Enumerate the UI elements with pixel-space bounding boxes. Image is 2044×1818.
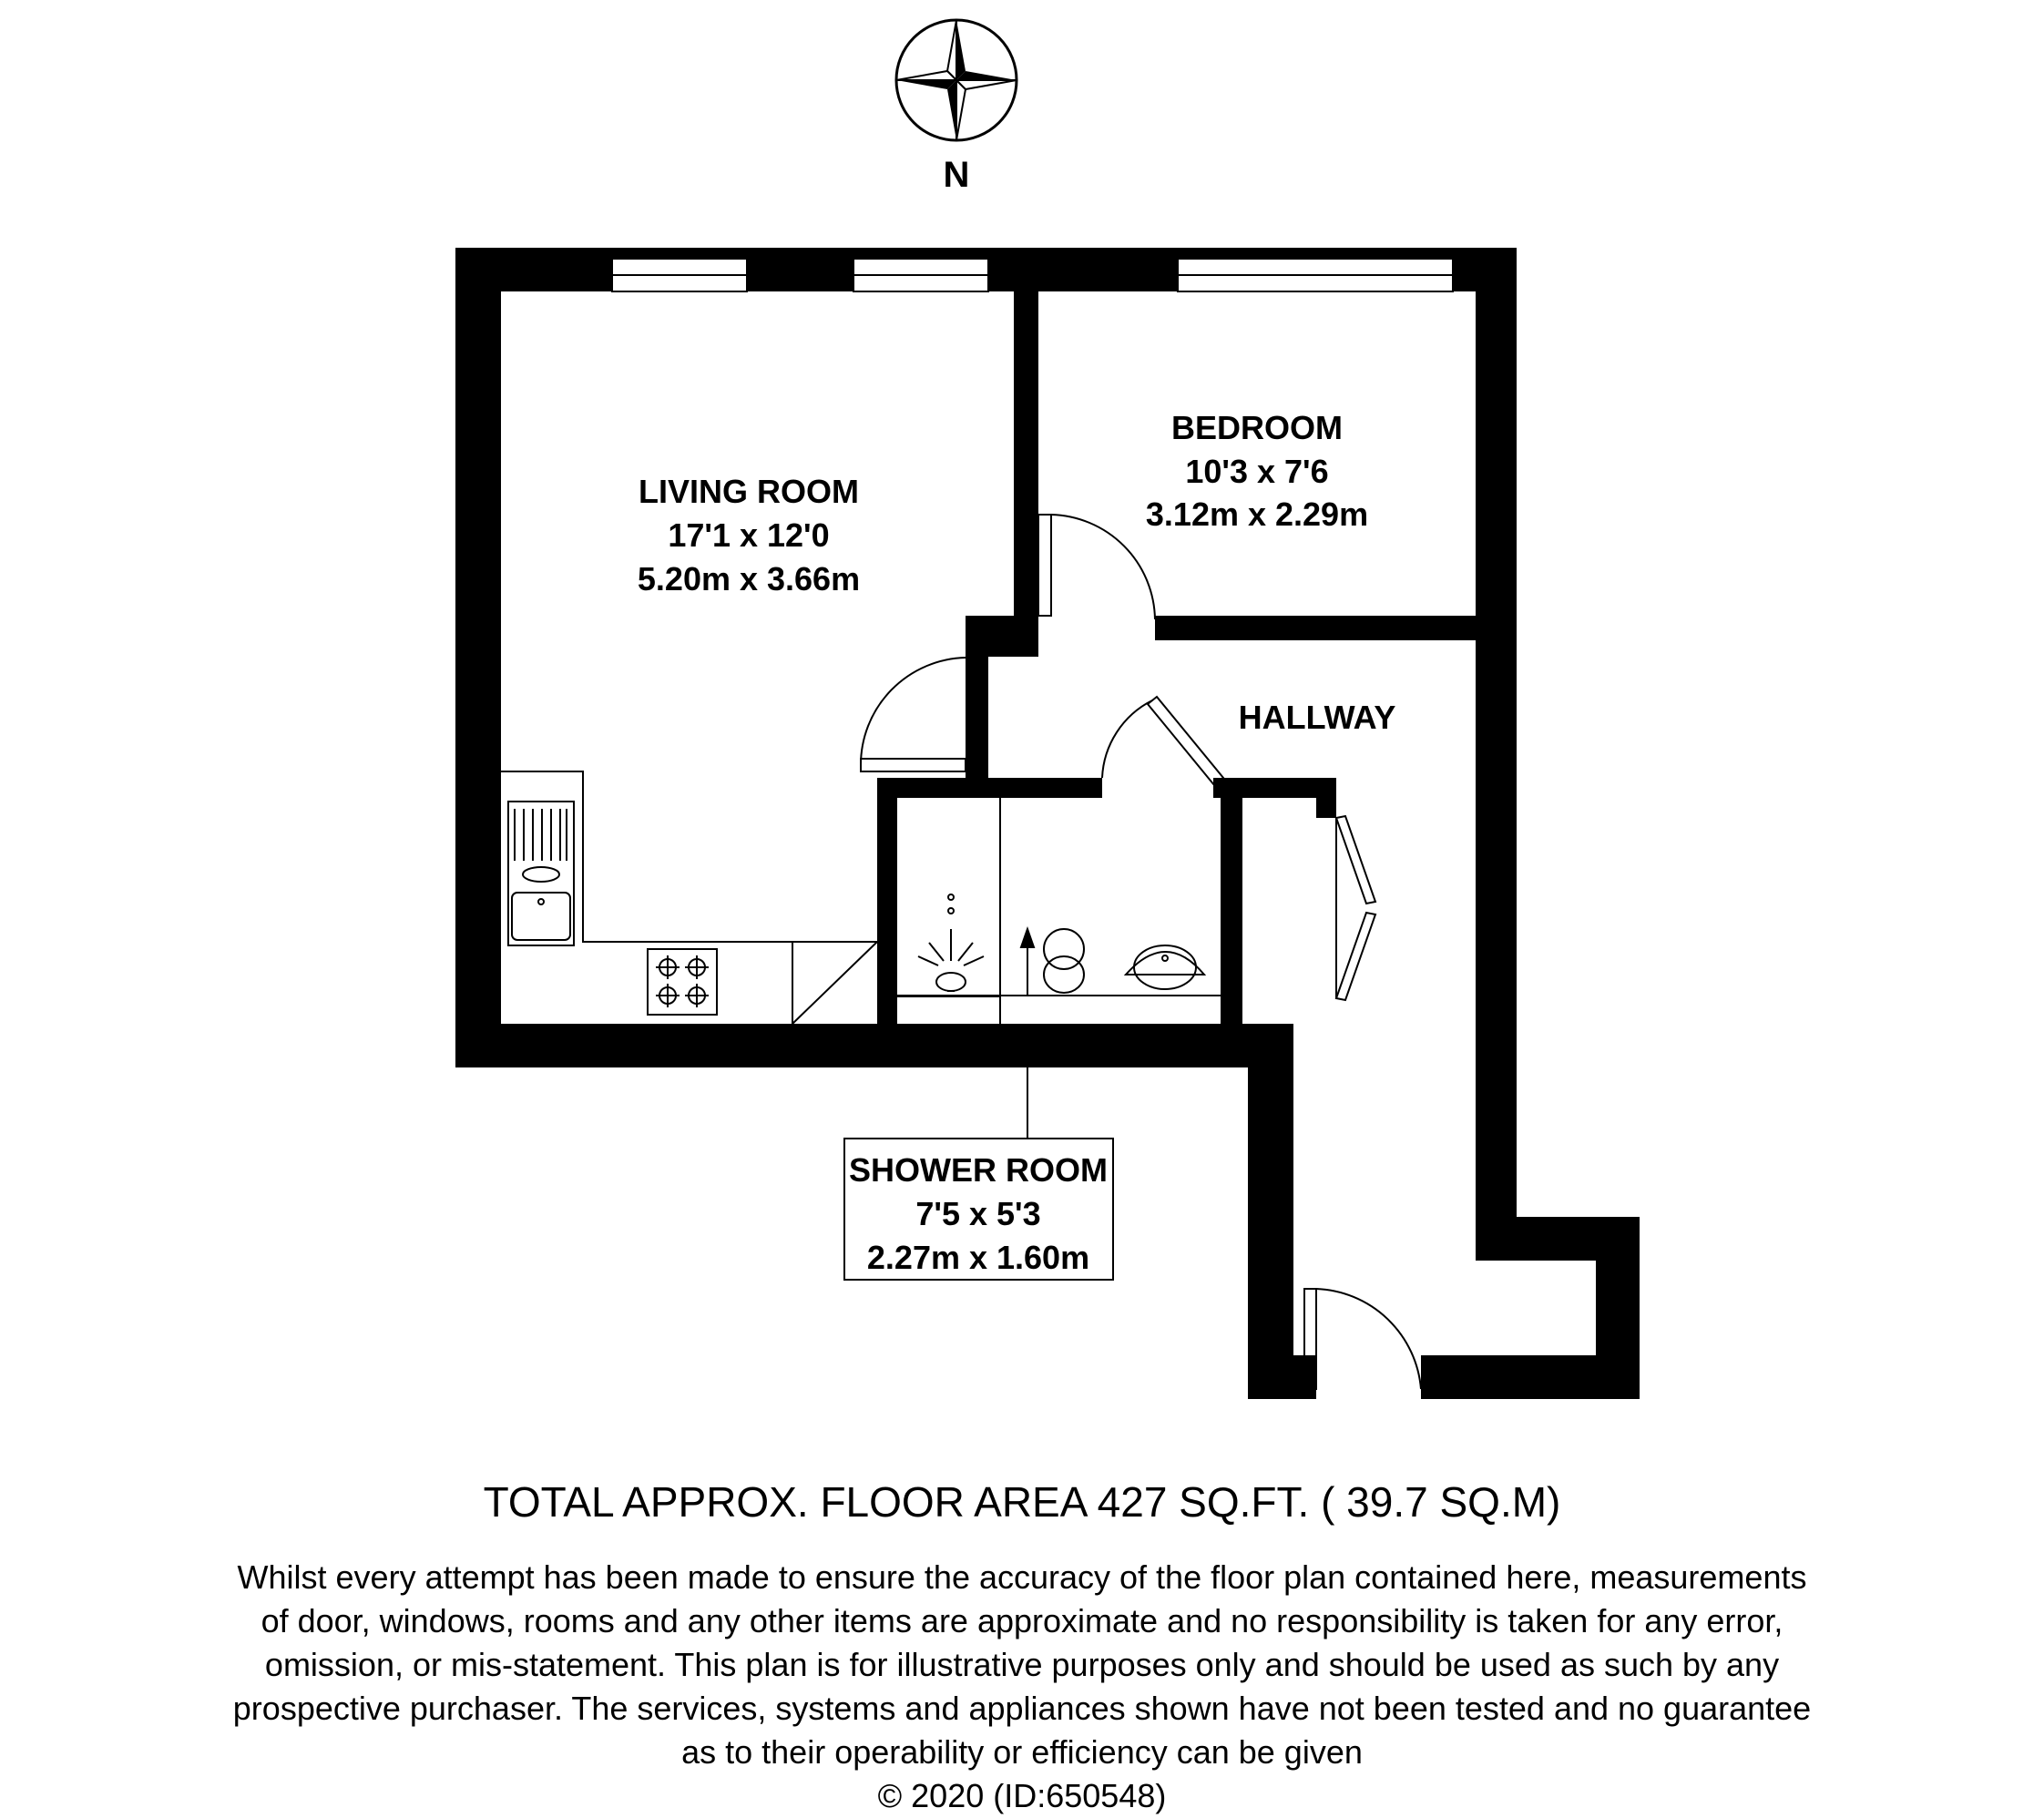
kitchen-units — [501, 771, 877, 1024]
living-room-door-icon — [861, 658, 966, 771]
bedroom-name: BEDROOM — [1171, 409, 1343, 446]
living-room-label — [638, 473, 860, 597]
disclaimer-line: of door, windows, rooms and any other items are approximate and no responsibility is taken for any error, — [261, 1602, 1783, 1639]
hob-icon — [648, 949, 717, 1015]
shower-room-metric: 2.27m x 1.60m — [866, 1239, 1090, 1276]
interior-walls — [877, 290, 1489, 1024]
disclaimer-line: prospective purchaser. The services, systems and appliances shown have not been tested and no guarantee — [232, 1690, 1812, 1727]
bedroom-imperial: 10'3 x 7'6 — [1185, 453, 1329, 490]
disclaimer-line: as to their operability or efficiency can be given — [681, 1733, 1363, 1771]
cupboard-door-icon — [1336, 816, 1375, 1000]
living-room-imperial: 17'1 x 12'0 — [668, 516, 830, 554]
disclaimer-line: Whilst every attempt has been made to ensure the accuracy of the floor plan contained here, measurements — [237, 1558, 1807, 1596]
copyright: © 2020 (ID:650548) — [877, 1777, 1167, 1814]
entrance-door-icon — [1304, 1289, 1421, 1389]
shower-room-label — [844, 1139, 1113, 1280]
shower-room-name: SHOWER ROOM — [849, 1151, 1108, 1189]
compass-icon — [896, 20, 1017, 140]
hallway-label: HALLWAY — [1238, 699, 1396, 736]
toilet-icon — [1044, 929, 1084, 993]
bedroom-metric: 3.12m x 2.29m — [1145, 495, 1369, 533]
shower-room-fixtures — [897, 798, 1221, 1139]
shower-room-imperial: 7'5 x 5'3 — [915, 1195, 1041, 1232]
bedroom-label — [1146, 409, 1368, 533]
bedroom-door-icon — [1038, 515, 1155, 619]
living-room-metric: 5.20m x 3.66m — [637, 560, 861, 597]
disclaimer — [0, 1556, 2044, 1818]
compass-north-label: N — [943, 155, 970, 195]
shower-head-icon — [918, 894, 984, 991]
basin-icon — [1126, 945, 1204, 989]
living-room-name: LIVING ROOM — [639, 473, 859, 510]
shower-room-door-icon — [1102, 697, 1223, 785]
total-floor-area: TOTAL APPROX. FLOOR AREA 427 SQ.FT. ( 39.7 SQ.M) — [483, 1478, 1561, 1526]
disclaimer-line: omission, or mis-statement. This plan is for illustrative purposes only and should be used as such by any — [264, 1646, 1780, 1683]
sink-icon — [508, 802, 574, 945]
